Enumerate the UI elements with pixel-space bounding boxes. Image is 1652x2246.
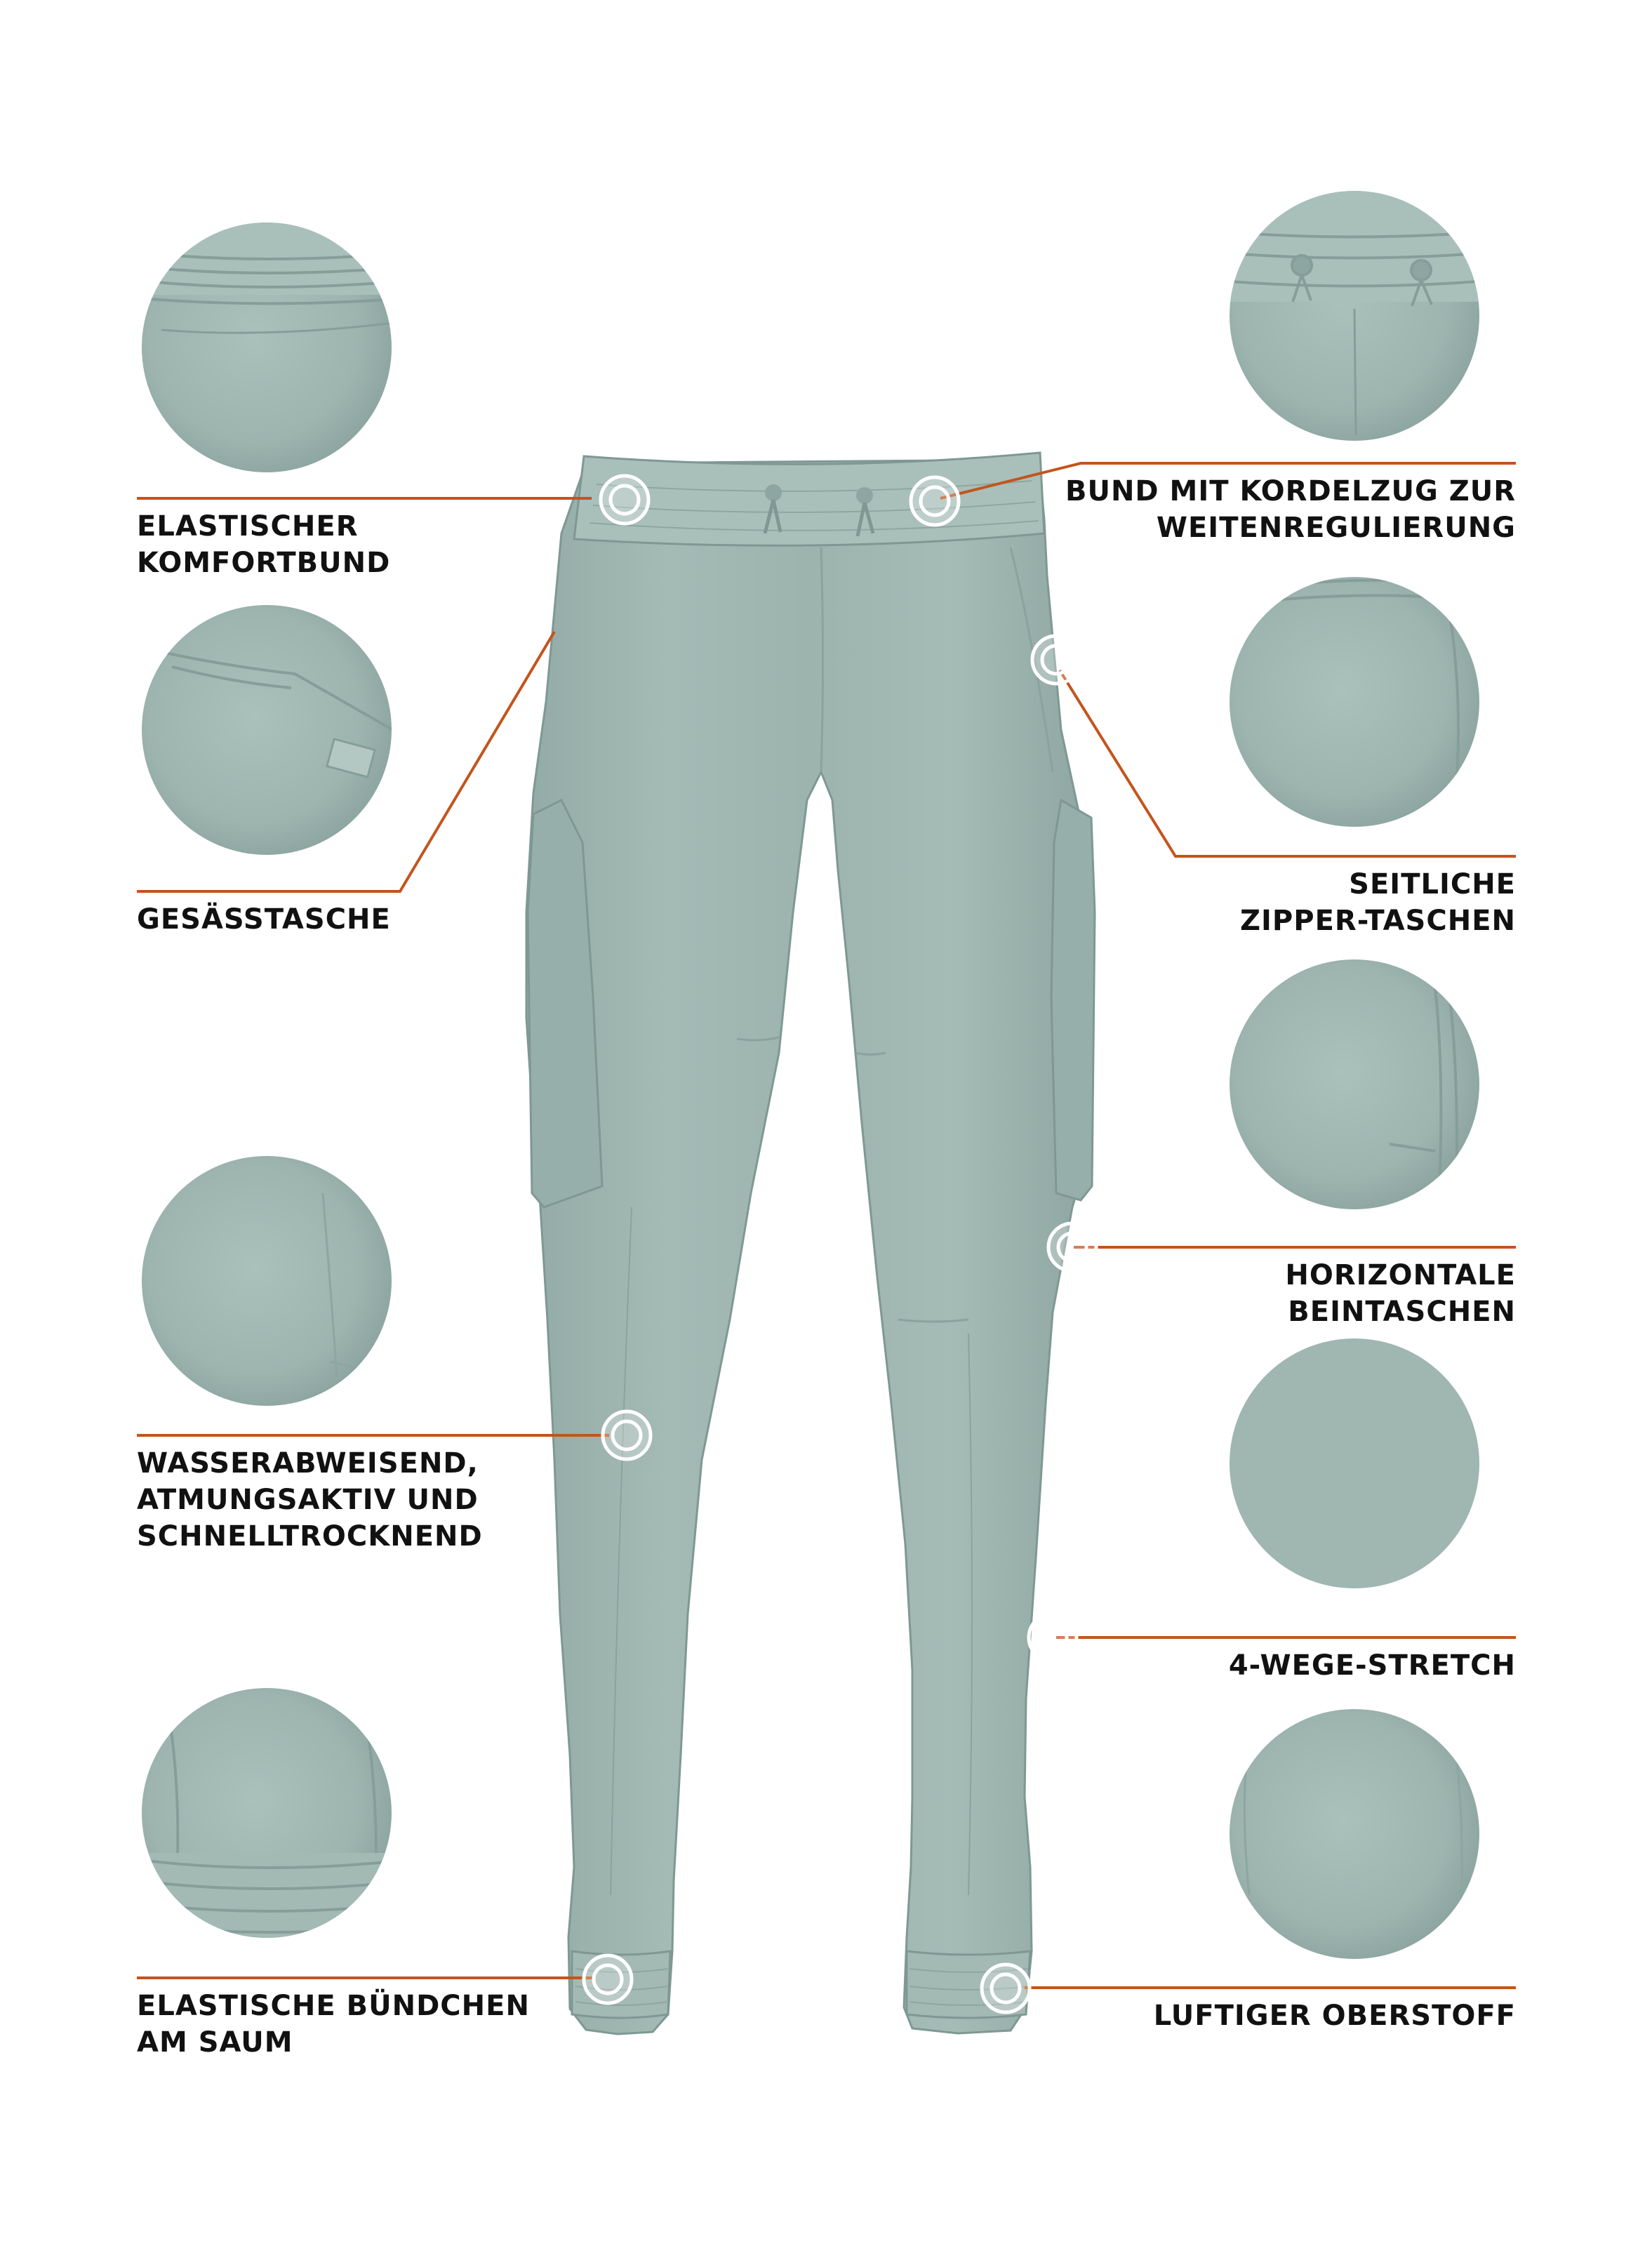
- label-elastic-cuffs: [137, 1988, 530, 2061]
- marker-water-repellent[interactable]: [603, 1411, 651, 1459]
- label-line: 4-WEGE-STRETCH: [1228, 1649, 1516, 1682]
- detail-circle-elastic-cuffs: [140, 1688, 407, 1944]
- label-line: SCHNELLTROCKNEND: [137, 1520, 483, 1553]
- label-water-repellent: [137, 1445, 483, 1555]
- detail-circle-four-way-stretch: [1230, 1338, 1479, 1588]
- detail-circle-drawcord: [1221, 190, 1488, 441]
- label-line: BUND MIT KORDELZUG ZUR: [1065, 475, 1516, 507]
- detail-circle-elastic-waistband: [126, 218, 407, 472]
- label-elastic-waistband: [137, 508, 390, 581]
- marker-elastic-cuffs[interactable]: [584, 1955, 632, 2003]
- label-line: ATMUNGSAKTIV UND: [137, 1484, 479, 1516]
- marker-side-zipper[interactable]: [1032, 636, 1080, 684]
- marker-drawcord[interactable]: [911, 477, 959, 525]
- detail-circle-side-zipper: [1230, 577, 1479, 828]
- label-line: HORIZONTALE: [1285, 1259, 1516, 1291]
- label-line: AM SAUM: [137, 2026, 293, 2059]
- label-drawcord-waistband: [1065, 473, 1516, 546]
- detail-circle-leg-pockets: [1230, 959, 1479, 1209]
- label-line: SEITLICHE: [1349, 868, 1516, 901]
- pants-illustration: [526, 453, 1095, 2034]
- label-line: LUFTIGER OBERSTOFF: [1153, 2000, 1516, 2032]
- label-line: WEITENREGULIERUNG: [1156, 512, 1516, 544]
- marker-leg-pockets[interactable]: [1048, 1223, 1096, 1271]
- marker-airy-fabric[interactable]: [982, 1965, 1030, 2012]
- label-line: ELASTISCHE BÜNDCHEN: [137, 1990, 530, 2022]
- detail-circle-water-repellent: [142, 1156, 392, 1406]
- label-line: WASSERABWEISEND,: [137, 1447, 479, 1480]
- label-side-zipper-pockets: [1240, 866, 1516, 939]
- detail-circle-back-pocket: [142, 605, 393, 855]
- cargo-pocket-right: [1051, 800, 1095, 1200]
- marker-elastic-waistband[interactable]: [601, 476, 648, 524]
- label-line: ZIPPER-TASCHEN: [1240, 905, 1516, 937]
- label-back-pocket: [137, 901, 391, 938]
- label-horizontal-leg-pockets: [1285, 1257, 1516, 1330]
- marker-four-way-stretch[interactable]: [1029, 1614, 1077, 1661]
- label-airy-fabric: [1154, 1998, 1516, 2034]
- detail-circle-airy-fabric: [1230, 1709, 1479, 1959]
- label-four-way-stretch: [1229, 1647, 1516, 1684]
- label-line: KOMFORTBUND: [137, 547, 391, 579]
- label-line: BEINTASCHEN: [1288, 1296, 1516, 1328]
- label-line: GESÄSSTASCHE: [137, 903, 391, 936]
- label-line: ELASTISCHER: [137, 510, 359, 543]
- pants-body: [526, 460, 1092, 2034]
